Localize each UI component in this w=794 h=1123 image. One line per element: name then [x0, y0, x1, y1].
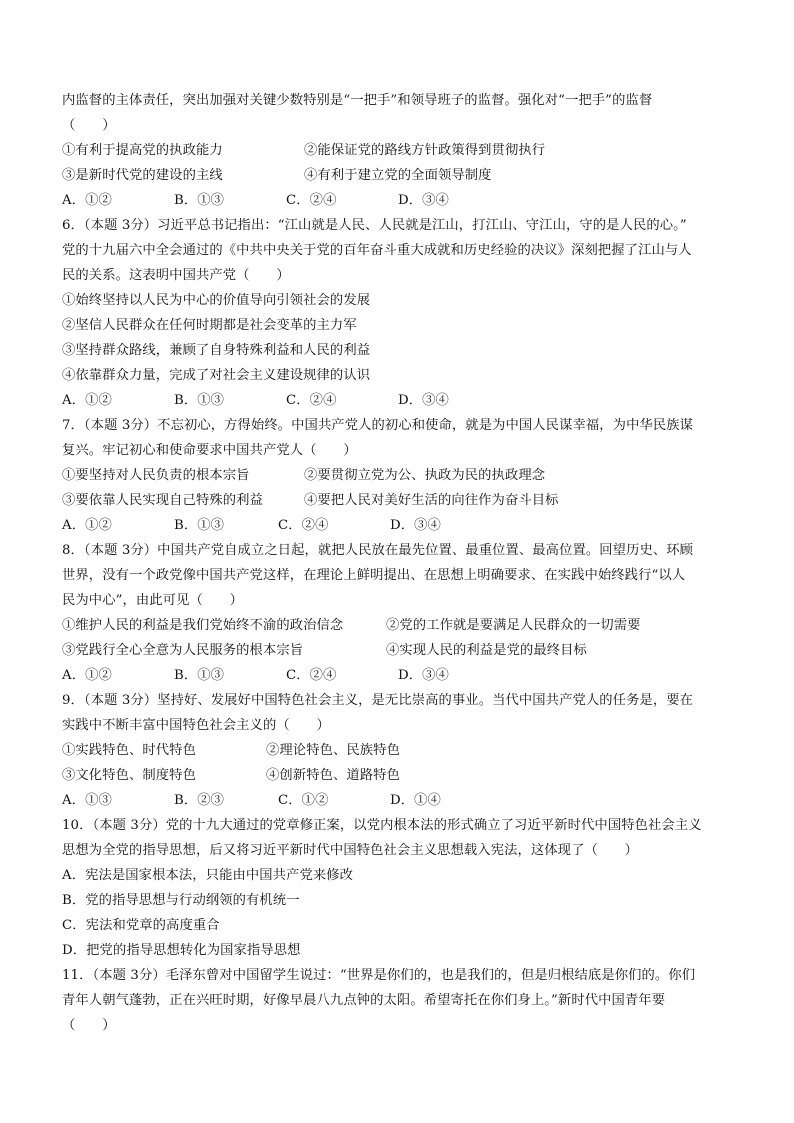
q7-option-3: ③要依靠人民实现自己特殊的利益	[62, 493, 263, 508]
q6-stem-line-1: 6．（本题 3分）习近平总书记指出：“江山就是人民、人民就是江山，打江山、守江山，守的是人民的心。”	[62, 218, 687, 233]
q7-option-4: ④要把人民对美好生活的向往作为奋斗目标	[304, 493, 559, 508]
q8-option-2: ②党的工作就是要满足人民群众的一切需要	[386, 618, 641, 633]
q8-stem-line-3: 民为中心”，由此可见（ ）	[62, 593, 244, 608]
q8-option-1: ①维护人民的利益是我们党始终不渝的政治信念	[62, 618, 344, 633]
q8-choice-a: A．①②	[62, 668, 112, 683]
q10-choice-c: C．宪法和党章的高度重合	[62, 918, 220, 933]
q7-stem-line-1: 7．（本题 3分）不忘初心，方得始终。中国共产党人的初心和使命，就是为中国人民谋幸福，为中华民族谋	[62, 418, 694, 433]
q8-option-3: ③党践行全心全意为人民服务的根本宗旨	[62, 643, 304, 658]
q7-choice-b: B．①③	[174, 518, 225, 533]
q8-stem-line-2: 世界，没有一个政党像中国共产党这样，在理论上鲜明提出、在思想上明确要求、在实践中始终践行“以人	[62, 568, 686, 583]
q8-choice-d: D．③④	[398, 668, 449, 683]
q8-options-row-1	[62, 613, 737, 638]
q6-option-3: ③坚持群众路线，兼顾了自身特殊利益和人民的利益	[62, 343, 371, 358]
q5-option-3: ③是新时代党的建设的主线	[62, 168, 223, 183]
q7-choices	[62, 513, 737, 538]
q6-choice-a: A．①②	[62, 393, 112, 408]
q5-options-row-1	[62, 138, 737, 163]
q8-option-4: ④实现人民的利益是党的最终目标	[386, 643, 587, 658]
q5-stem-line-1: 内监督的主体责任，突出加强对关键少数特别是“一把手”和领导班子的监督。强化对“一把手”的监督	[62, 93, 653, 108]
q6-stem-line-2: 党的十九届六中全会通过的《中共中央关于党的百年奋斗重大成就和历史经验的决议》深刻把握了江山与人	[62, 243, 692, 258]
q6-choice-b: B．①③	[174, 393, 225, 408]
q9-stem-line-2: 实践中不断丰富中国特色社会主义的（ ）	[62, 718, 330, 733]
q6-choice-c: C．②④	[286, 393, 337, 408]
q6-option-4: ④依靠群众力量，完成了对社会主义建设规律的认识	[62, 368, 371, 383]
q11-stem-line-3: （ ）	[62, 1018, 116, 1033]
q7-option-1: ①要坚持对人民负责的根本宗旨	[62, 468, 250, 483]
q7-options-row-1	[62, 463, 737, 488]
q11-stem-line-2: 青年人朝气蓬勃，正在兴旺时期，好像早晨八九点钟的太阳。希望寄托在你们身上。”新时代中国青年要	[62, 993, 666, 1008]
q6-option-2: ②坚信人民群众在任何时期都是社会变革的主力军	[62, 318, 357, 333]
q9-options-row-1	[62, 738, 737, 763]
q5-choice-c: C．②④	[286, 193, 337, 208]
q10-stem-line-2: 思想为全党的指导思想，后又将习近平新时代中国特色社会主义思想载入宪法，这体现了（ ）	[62, 843, 639, 858]
q6-stem-line-3: 民的关系。这表明中国共产党（ ）	[62, 268, 290, 283]
q7-option-2: ②要贯彻立党为公、执政为民的执政理念	[304, 468, 546, 483]
q7-choice-a: A．①②	[62, 518, 112, 533]
q5-option-4: ④有利于建立党的全面领导制度	[304, 168, 492, 183]
q10-stem-line-1: 10．（本题 3分）党的十九大通过的党章修正案，以党内根本法的形式确立了习近平新时代中国特色社会主义	[62, 818, 702, 833]
q9-choice-b: B．②③	[174, 793, 225, 808]
q5-choices	[62, 188, 737, 213]
q10-choice-b: B．党的指导思想与行动纲领的有机统一	[62, 893, 300, 908]
q5-choice-a: A．①②	[62, 193, 112, 208]
q9-option-2: ②理论特色、民族特色	[266, 743, 400, 758]
q10-choice-a: A．宪法是国家根本法，只能由中国共产党来修改	[62, 868, 354, 883]
q8-stem-line-1: 8．（本题 3分）中国共产党自成立之日起，就把人民放在最先位置、最重位置、最高位置。回望历史、环顾	[62, 543, 694, 558]
q6-choice-d: D．③④	[398, 393, 449, 408]
q5-option-1: ①有利于提高党的执政能力	[62, 143, 223, 158]
q7-options-row-2	[62, 488, 737, 513]
q7-stem-line-2: 复兴。牢记初心和使命要求中国共产党人（ ）	[62, 443, 357, 458]
q8-choices	[62, 663, 737, 688]
q5-options-row-2	[62, 163, 737, 188]
q8-choice-c: C．②④	[286, 668, 337, 683]
q5-stem-line-2: （ ）	[62, 118, 116, 133]
q9-option-1: ①实践特色、时代特色	[62, 743, 196, 758]
q9-choice-d: D．①④	[390, 793, 441, 808]
q9-option-3: ③文化特色、制度特色	[62, 768, 196, 783]
q9-choices	[62, 788, 737, 813]
q9-option-4: ④创新特色、道路特色	[266, 768, 400, 783]
q7-choice-c: C．②④	[278, 518, 329, 533]
q11-stem-line-1: 11．（本题 3分）毛泽东曾对中国留学生说过：“世界是你们的，也是我们的，但是归根结底是你们的。你们	[62, 968, 696, 983]
exam-content	[62, 88, 737, 1038]
q10-choice-d: D．把党的指导思想转化为国家指导思想	[62, 943, 301, 958]
q9-options-row-2	[62, 763, 737, 788]
q6-option-1: ①始终坚持以人民为中心的价值导向引领社会的发展	[62, 293, 371, 308]
q5-choice-d: D．③④	[398, 193, 449, 208]
q9-stem-line-1: 9．（本题 3分）坚持好、发展好中国特色社会主义，是无比崇高的事业。当代中国共产党人的任务是，要在	[62, 693, 694, 708]
q8-options-row-2	[62, 638, 737, 663]
q8-choice-b: B．①③	[174, 668, 225, 683]
q9-choice-a: A．①③	[62, 793, 112, 808]
q7-choice-d: D．③④	[390, 518, 441, 533]
q9-choice-c: C．①②	[278, 793, 329, 808]
q5-choice-b: B．①③	[174, 193, 225, 208]
q5-option-2: ②能保证党的路线方针政策得到贯彻执行	[304, 143, 546, 158]
q6-choices	[62, 388, 737, 413]
